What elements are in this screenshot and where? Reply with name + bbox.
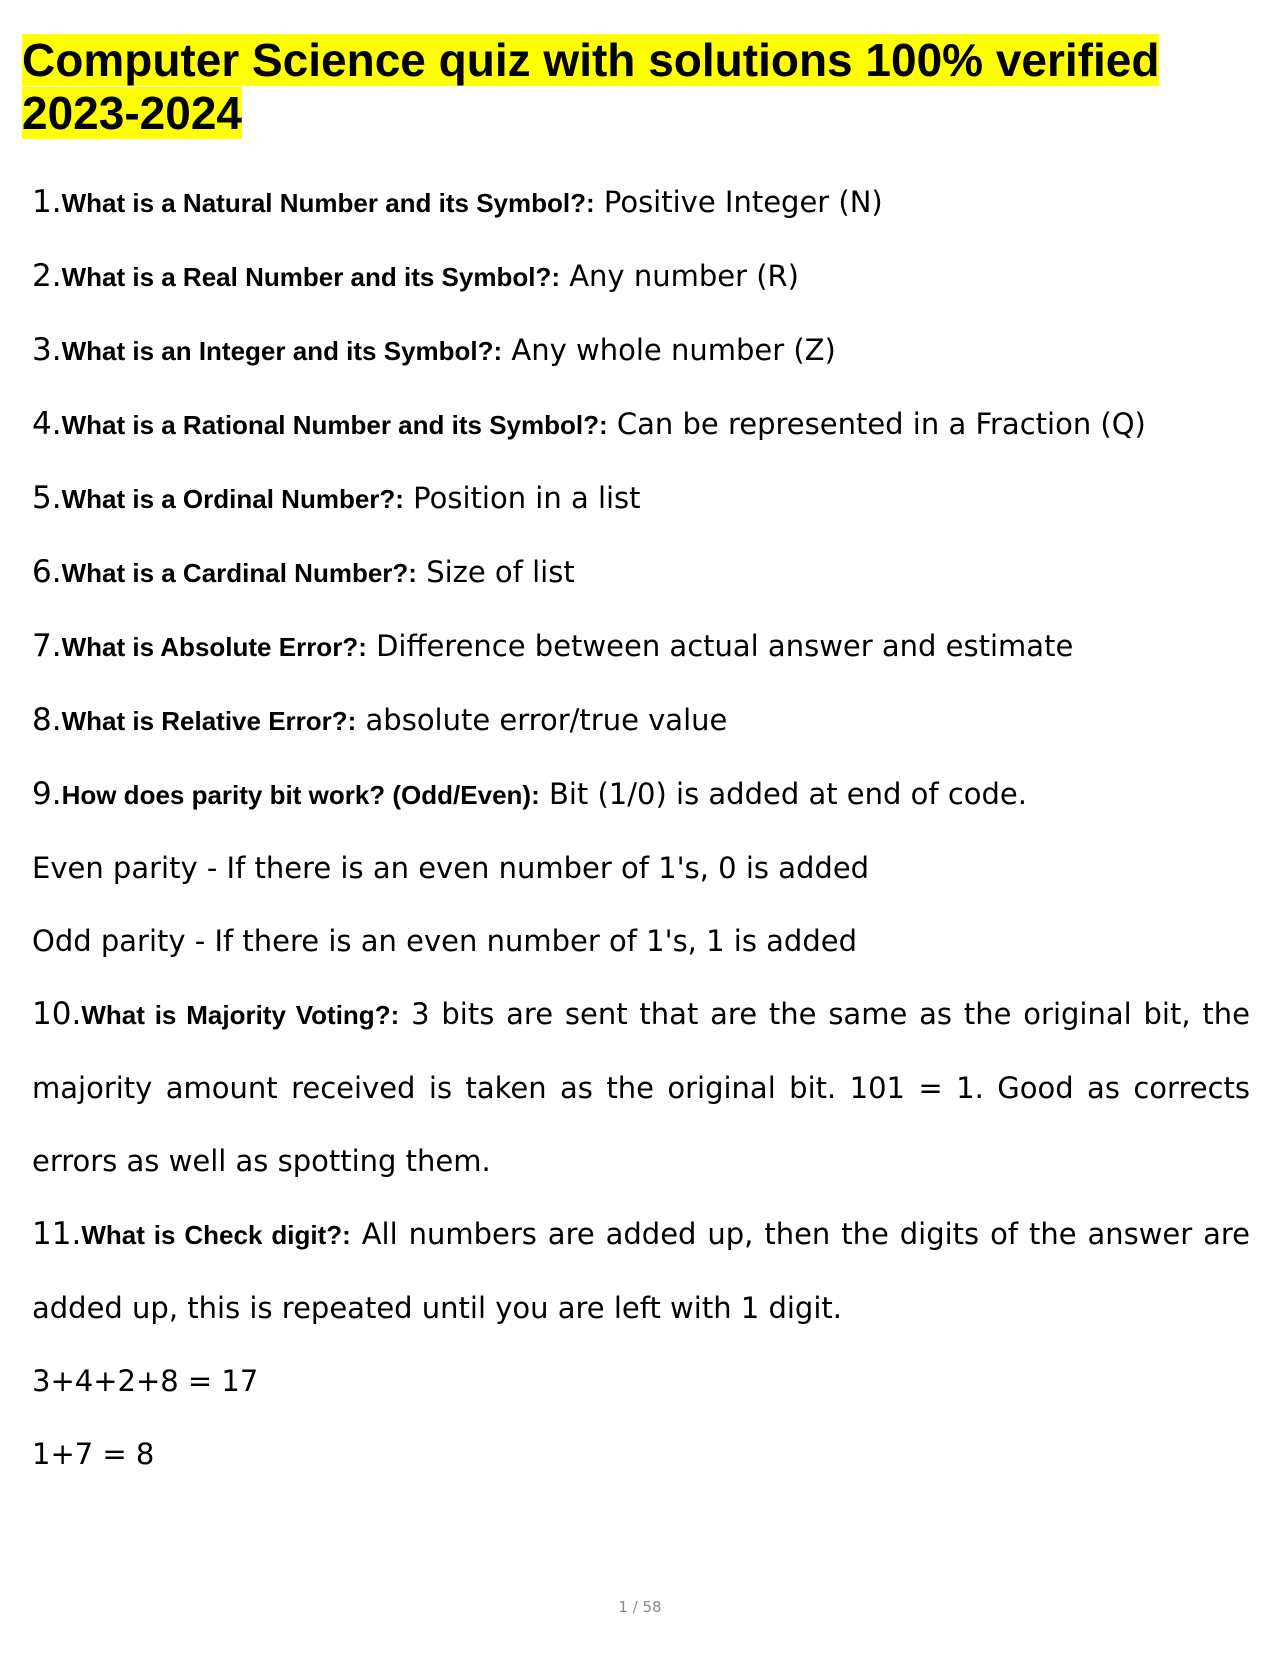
title-highlight: Computer Science quiz with solutions 100% verified 2023-2024 [22, 34, 1160, 139]
item-question: What is Absolute Error?: [61, 632, 367, 662]
quiz-item-5 [32, 462, 1250, 536]
quiz-item-8 [32, 684, 1250, 758]
item-number: 4. [32, 406, 62, 442]
item-question: What is a Real Number and its Symbol?: [61, 262, 560, 292]
item-question: What is a Natural Number and its Symbol?: [61, 188, 595, 218]
quiz-content [32, 166, 1250, 1491]
item-question: What is Check digit?: [81, 1220, 351, 1250]
item-answer: Position in a list [413, 481, 641, 515]
item-answer: Difference between actual answer and estimate [376, 629, 1074, 663]
item-number: 1. [32, 184, 62, 220]
item-number: 6. [32, 554, 62, 590]
quiz-item-1 [32, 166, 1250, 240]
item-question: What is Majority Voting?: [81, 1000, 400, 1030]
item-number: 2. [32, 258, 62, 294]
quiz-item-7 [32, 610, 1250, 684]
item-number: 11. [32, 1216, 82, 1252]
item-answer: Positive Integer (N) [603, 185, 883, 219]
item-question: How does parity bit work? (Odd/Even): [61, 780, 540, 810]
answer-continuation: 1+7 = 8 [32, 1437, 155, 1471]
quiz-item-2 [32, 240, 1250, 314]
item-question: What is an Integer and its Symbol?: [61, 336, 503, 366]
page-indicator: 1 / 58 [618, 1598, 662, 1616]
item-answer: Any whole number (Z) [511, 333, 836, 367]
item-number: 9. [32, 776, 62, 812]
item-answer: Any number (R) [569, 259, 799, 293]
item-question: What is a Ordinal Number?: [61, 484, 404, 514]
quiz-item-4 [32, 388, 1250, 462]
item-number: 3. [32, 332, 62, 368]
answer-continuation: 3+4+2+8 = 17 [32, 1364, 259, 1398]
quiz-item-11 [32, 1198, 1250, 1345]
item-answer: Size of list [426, 555, 575, 589]
answer-continuation: Odd parity - If there is an even number of 1's, 1 is added [32, 924, 857, 958]
quiz-item-10 [32, 978, 1250, 1198]
item-answer: All numbers are added up, then the digits of the answer are added up, this is repeated until you are left with 1 digit. [32, 1217, 1251, 1325]
item-number: 8. [32, 702, 62, 738]
quiz-item-6 [32, 536, 1250, 610]
item-answer: Can be represented in a Fraction (Q) [616, 407, 1146, 441]
item-number: 5. [32, 480, 62, 516]
item-question: What is a Cardinal Number?: [61, 558, 417, 588]
item-question: What is a Rational Number and its Symbol?: [61, 410, 608, 440]
item-number: 10. [32, 996, 82, 1032]
quiz-item-9 [32, 758, 1250, 832]
item-answer: Bit (1/0) is added at end of code. [548, 777, 1027, 811]
item-question: What is Relative Error?: [61, 706, 357, 736]
quiz-item-3 [32, 314, 1250, 388]
document-title [22, 34, 1252, 140]
item-number: 7. [32, 628, 62, 664]
answer-continuation: Even parity - If there is an even number of 1's, 0 is added [32, 851, 870, 885]
item-answer: 3 bits are sent that are the same as the original bit, the majority amount received is taken as the original bit. 101 = 1. Good as corrects errors as well as spotting them. [32, 997, 1251, 1178]
item-answer: absolute error/true value [365, 703, 728, 737]
